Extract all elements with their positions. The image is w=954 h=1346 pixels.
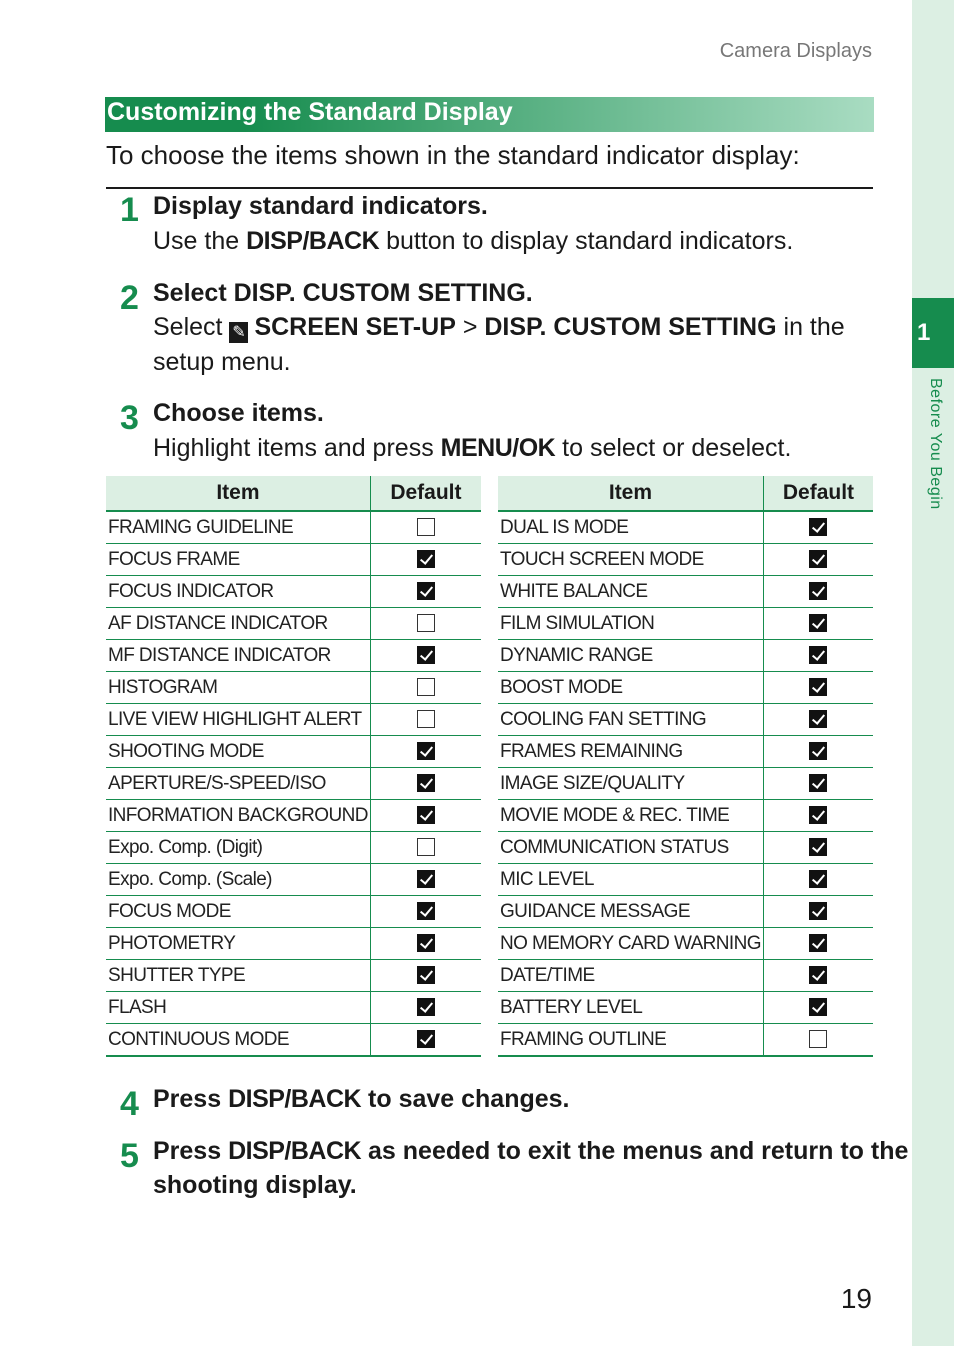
- step-1-number: 1: [120, 191, 139, 229]
- item-name: DATE/TIME: [498, 960, 763, 992]
- checked-box-icon: [809, 710, 827, 728]
- table-row: [106, 576, 481, 608]
- item-name: HISTOGRAM: [106, 672, 370, 704]
- item-name: INFORMATION BACKGROUND: [106, 800, 370, 832]
- default-cell: [763, 576, 873, 608]
- item-name: FRAMING OUTLINE: [498, 1024, 763, 1057]
- checked-box-icon: [417, 646, 435, 664]
- column-header-item: Item: [498, 476, 763, 511]
- step-1-heading: Display standard indicators.: [153, 192, 488, 220]
- step-2-body-pre: Select: [153, 313, 230, 341]
- default-cell: [370, 1024, 481, 1057]
- default-cell: [370, 544, 481, 576]
- checked-box-icon: [809, 934, 827, 952]
- default-cell: [370, 768, 481, 800]
- step-2-number: 2: [120, 279, 139, 317]
- item-name: WHITE BALANCE: [498, 576, 763, 608]
- chapter-number: 1: [917, 319, 931, 346]
- step-3-heading: Choose items.: [153, 399, 324, 427]
- default-cell: [370, 511, 481, 544]
- unchecked-box-icon: [417, 614, 435, 632]
- checked-box-icon: [809, 998, 827, 1016]
- default-cell: [763, 1024, 873, 1057]
- side-strip: [912, 0, 954, 1346]
- item-name: COOLING FAN SETTING: [498, 704, 763, 736]
- checked-box-icon: [809, 518, 827, 536]
- step-4-number: 4: [120, 1085, 139, 1123]
- step-5-heading: [153, 1137, 908, 1166]
- step-4-heading-pre: Press: [153, 1085, 229, 1113]
- default-cell: [370, 928, 481, 960]
- intro-text: To choose the items shown in the standard indicator display:: [106, 140, 800, 170]
- checked-box-icon: [417, 902, 435, 920]
- menu-ok-button-label: MENU/OK: [440, 434, 556, 462]
- table-row: [498, 896, 873, 928]
- default-cell: [370, 800, 481, 832]
- table-row: [498, 511, 873, 544]
- column-header-default: Default: [370, 476, 481, 511]
- table-row: [106, 736, 481, 768]
- table-row: [498, 544, 873, 576]
- item-name: SHUTTER TYPE: [106, 960, 370, 992]
- checked-box-icon: [417, 550, 435, 568]
- table-row: [106, 960, 481, 992]
- default-cell: [763, 640, 873, 672]
- table-row: [498, 928, 873, 960]
- step-3-body: [153, 434, 791, 463]
- table-row: [106, 544, 481, 576]
- step-1-body-pre: Use the: [153, 227, 247, 255]
- checked-box-icon: [809, 646, 827, 664]
- checked-box-icon: [417, 870, 435, 888]
- checked-box-icon: [417, 1030, 435, 1048]
- section-header-bar: [105, 97, 874, 132]
- checked-box-icon: [809, 678, 827, 696]
- checked-box-icon: [417, 582, 435, 600]
- display-items-table-right: [498, 476, 873, 1057]
- step-5-heading-line2: shooting display.: [153, 1171, 357, 1199]
- default-cell: [763, 864, 873, 896]
- checked-box-icon: [809, 742, 827, 760]
- item-name: MOVIE MODE & REC. TIME: [498, 800, 763, 832]
- table-row: [498, 992, 873, 1024]
- default-cell: [763, 928, 873, 960]
- table-row: [498, 864, 873, 896]
- table-row: [106, 608, 481, 640]
- default-cell: [763, 832, 873, 864]
- step-3-body-post: to select or deselect.: [555, 434, 792, 462]
- default-cell: [763, 768, 873, 800]
- item-name: BOOST MODE: [498, 672, 763, 704]
- table-row: [498, 800, 873, 832]
- item-name: IMAGE SIZE/QUALITY: [498, 768, 763, 800]
- section-title: Customizing the Standard Display: [107, 98, 513, 126]
- item-name: PHOTOMETRY: [106, 928, 370, 960]
- item-name: FRAMING GUIDELINE: [106, 511, 370, 544]
- default-cell: [763, 960, 873, 992]
- default-cell: [763, 608, 873, 640]
- table-row: [498, 672, 873, 704]
- table-row: [106, 640, 481, 672]
- item-name: MIC LEVEL: [498, 864, 763, 896]
- checked-box-icon: [809, 614, 827, 632]
- item-name: NO MEMORY CARD WARNING: [498, 928, 763, 960]
- table-row: [498, 736, 873, 768]
- default-cell: [763, 544, 873, 576]
- item-name: AF DISTANCE INDICATOR: [106, 608, 370, 640]
- step-5-heading-pre: Press: [153, 1137, 229, 1165]
- step-5-number: 5: [120, 1137, 139, 1175]
- item-name: Expo. Comp. (Digit): [106, 832, 370, 864]
- default-cell: [370, 672, 481, 704]
- item-name: BATTERY LEVEL: [498, 992, 763, 1024]
- checked-box-icon: [417, 742, 435, 760]
- default-cell: [370, 832, 481, 864]
- default-cell: [370, 704, 481, 736]
- step-2-body-line2: setup menu.: [153, 348, 291, 376]
- checked-box-icon: [809, 550, 827, 568]
- unchecked-box-icon: [417, 518, 435, 536]
- page-number: 19: [840, 1283, 872, 1314]
- checked-box-icon: [417, 806, 435, 824]
- default-cell: [763, 672, 873, 704]
- table-row: [106, 1024, 481, 1057]
- step-2-heading: Select DISP. CUSTOM SETTING.: [153, 279, 533, 307]
- step-5-heading-post: as needed to exit the menus and return to the: [361, 1137, 909, 1165]
- step-1-body: [153, 227, 793, 256]
- default-cell: [370, 576, 481, 608]
- default-cell: [763, 992, 873, 1024]
- default-cell: [763, 704, 873, 736]
- column-header-item: Item: [106, 476, 370, 511]
- item-name: COMMUNICATION STATUS: [498, 832, 763, 864]
- step-1-body-post: button to display standard indicators.: [379, 227, 794, 255]
- default-cell: [370, 992, 481, 1024]
- item-name: SHOOTING MODE: [106, 736, 370, 768]
- table-row: [498, 768, 873, 800]
- table-row: [498, 832, 873, 864]
- step-3-body-pre: Highlight items and press: [153, 434, 441, 462]
- checked-box-icon: [417, 934, 435, 952]
- default-cell: [763, 800, 873, 832]
- item-name: MF DISTANCE INDICATOR: [106, 640, 370, 672]
- checked-box-icon: [417, 774, 435, 792]
- unchecked-box-icon: [417, 838, 435, 856]
- item-name: FILM SIMULATION: [498, 608, 763, 640]
- default-cell: [370, 896, 481, 928]
- table-row: [106, 896, 481, 928]
- item-name: FOCUS MODE: [106, 896, 370, 928]
- chapter-label: Before You Begin: [927, 378, 944, 510]
- table-row: [106, 511, 481, 544]
- disp-back-button-label: DISP/BACK: [228, 1085, 362, 1113]
- item-name: Expo. Comp. (Scale): [106, 864, 370, 896]
- item-name: TOUCH SCREEN MODE: [498, 544, 763, 576]
- checked-box-icon: [809, 902, 827, 920]
- table-row: [106, 704, 481, 736]
- unchecked-box-icon: [417, 710, 435, 728]
- table-row: [106, 832, 481, 864]
- table-row: [498, 608, 873, 640]
- disp-back-button-label: DISP/BACK: [246, 227, 380, 255]
- step-4-heading-post: to save changes.: [361, 1085, 570, 1113]
- item-name: GUIDANCE MESSAGE: [498, 896, 763, 928]
- checked-box-icon: [809, 774, 827, 792]
- default-cell: [370, 864, 481, 896]
- option-disp-custom-setting: DISP. CUSTOM SETTING: [484, 313, 777, 341]
- table-row: [498, 960, 873, 992]
- step-3-number: 3: [120, 399, 139, 437]
- table-row: [106, 928, 481, 960]
- checked-box-icon: [809, 838, 827, 856]
- item-name: FLASH: [106, 992, 370, 1024]
- item-name: DUAL IS MODE: [498, 511, 763, 544]
- step-2-body: [153, 313, 873, 343]
- default-cell: [370, 960, 481, 992]
- default-cell: [763, 736, 873, 768]
- default-cell: [763, 511, 873, 544]
- item-name: FOCUS INDICATOR: [106, 576, 370, 608]
- table-row: [498, 1024, 873, 1057]
- unchecked-box-icon: [417, 678, 435, 696]
- item-name: APERTURE/S-SPEED/ISO: [106, 768, 370, 800]
- table-row: [106, 800, 481, 832]
- table-row: [106, 672, 481, 704]
- table-row: [498, 704, 873, 736]
- item-name: FRAMES REMAINING: [498, 736, 763, 768]
- menu-screen-setup: SCREEN SET-UP: [254, 313, 456, 341]
- default-cell: [370, 608, 481, 640]
- checked-box-icon: [809, 966, 827, 984]
- item-name: CONTINUOUS MODE: [106, 1024, 370, 1057]
- column-header-default: Default: [763, 476, 873, 511]
- checked-box-icon: [809, 870, 827, 888]
- screen-setup-icon: ✎: [229, 322, 248, 343]
- item-name: FOCUS FRAME: [106, 544, 370, 576]
- divider-rule: [106, 187, 873, 189]
- checked-box-icon: [417, 998, 435, 1016]
- checked-box-icon: [417, 966, 435, 984]
- table-row: [106, 864, 481, 896]
- step-4-heading: [153, 1085, 570, 1114]
- running-head: Camera Displays: [719, 40, 872, 62]
- table-row: [498, 640, 873, 672]
- disp-back-button-label: DISP/BACK: [228, 1137, 362, 1165]
- item-name: DYNAMIC RANGE: [498, 640, 763, 672]
- table-row: [498, 576, 873, 608]
- default-cell: [763, 896, 873, 928]
- table-row: [106, 992, 481, 1024]
- table-row: [106, 768, 481, 800]
- display-items-table-left: [106, 476, 481, 1057]
- unchecked-box-icon: [809, 1030, 827, 1048]
- step-2-body-post: in the: [776, 313, 845, 341]
- checked-box-icon: [809, 582, 827, 600]
- default-cell: [370, 736, 481, 768]
- menu-separator: >: [455, 313, 485, 341]
- item-name: LIVE VIEW HIGHLIGHT ALERT: [106, 704, 370, 736]
- default-cell: [370, 640, 481, 672]
- checked-box-icon: [809, 806, 827, 824]
